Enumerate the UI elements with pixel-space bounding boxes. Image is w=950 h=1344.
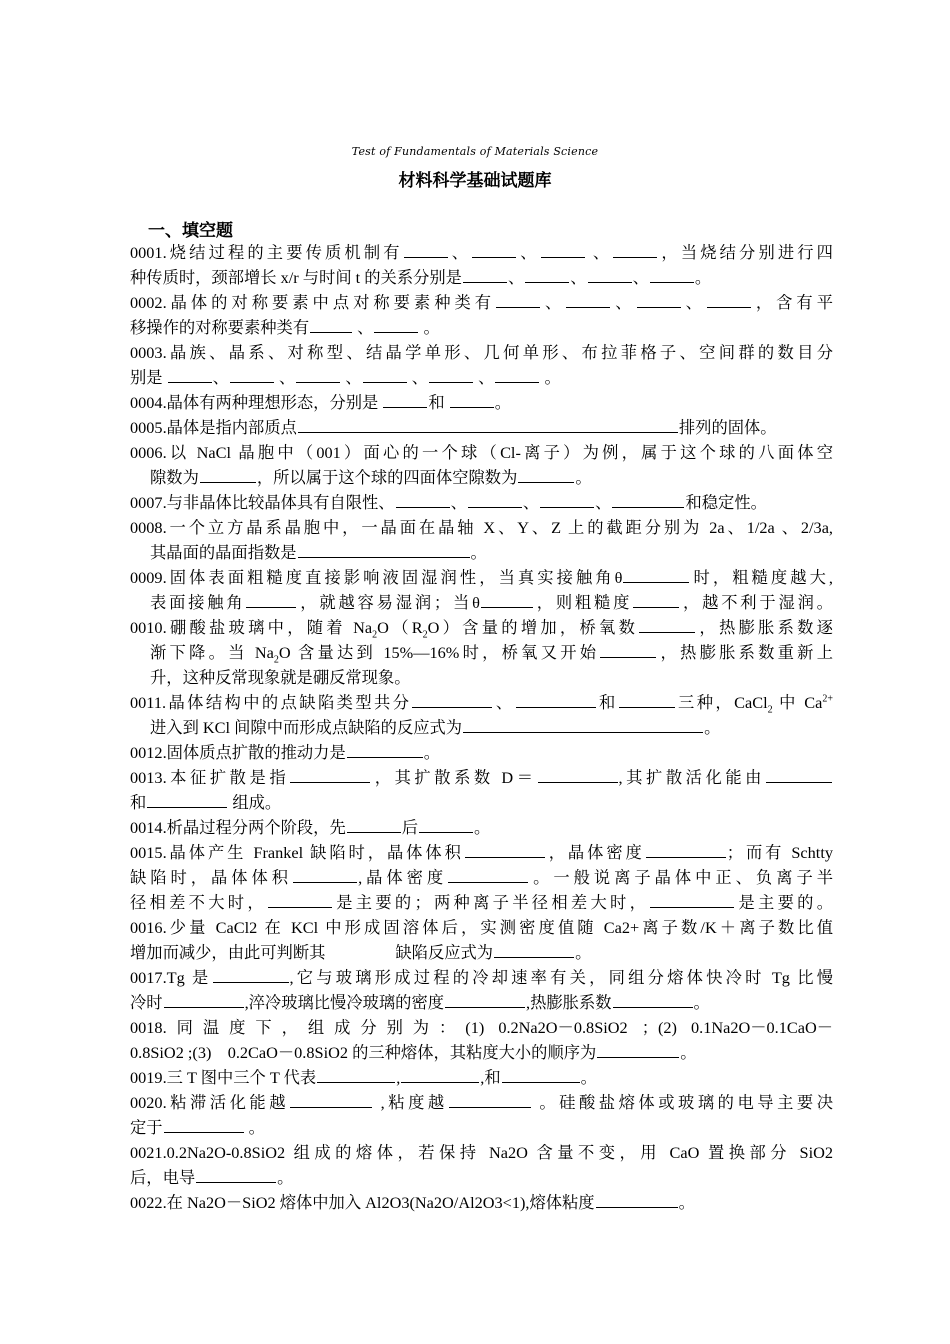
blank[interactable]: [383, 393, 427, 408]
question-0021-line-1: 0021.0.2Na2O-0.8SiO2 组成的熔体，若保持 Na2O 含量不变，用 CaO 置换部分 SiO2: [130, 1143, 833, 1162]
question-0017-line-1: 0017.Tg 是 ,它与玻璃形成过程的冷却速率有关，同组分熔体快冷时 Tg 比慢: [130, 968, 833, 987]
blank[interactable]: [596, 1193, 678, 1208]
question-0007: 0007.与非晶体比较晶体具有自限性、 、 、 、 和稳定性。: [130, 493, 767, 512]
question-0010-line-2: 渐下降。当 $Na_2O$ 含量达到 15%—16%时，桥氧又开始 ，热膨胀系数重新上: [150, 643, 833, 666]
blank[interactable]: [525, 268, 569, 283]
page-title: 材料科学基础试题库: [398, 171, 552, 191]
blank[interactable]: [412, 693, 492, 708]
question-0012: 0012.固体质点扩散的推动力是 。: [130, 743, 441, 762]
question-0011-line-2: 进入到 KCl 间隙中而形成点缺陷的反应式为 。: [150, 718, 721, 737]
blank[interactable]: [147, 793, 227, 808]
question-0016-line-1: 0016.少量 CaCl2 在 KCl 中形成固溶体后，实测密度值随 Ca2+离子数/K＋离子数比值: [130, 918, 833, 937]
blank[interactable]: [374, 318, 418, 333]
blank[interactable]: [200, 468, 256, 483]
question-0010-line-1: 0010.硼酸盐玻璃中，随着 $Na_2O(R_2O)$含量的增加，桥氧数 ，热膨胀系数逐: [130, 618, 833, 641]
question-0016-line-2: 增加而减少，由此可判断其 缺陷反应式为 。: [130, 943, 592, 962]
question-0020-line-2: 定于 。: [130, 1118, 265, 1137]
blank[interactable]: [230, 368, 274, 383]
blank[interactable]: [290, 768, 370, 783]
blank[interactable]: [450, 393, 494, 408]
blank[interactable]: [597, 1043, 679, 1058]
question-0022: 0022.在 Na2O－SiO2 熔体中加入 Al2O3(Na2O/Al2O3<1),熔体粘度 。: [130, 1193, 695, 1212]
blank[interactable]: [419, 818, 473, 833]
question-0006-line-1: 0006.以 NaCl 晶胞中（001）面心的一个球（Cl-离子）为例，属于这个球的八面体空: [130, 443, 833, 462]
question-0003-line-2: 别是 、 、 、 、 、 。: [130, 368, 561, 387]
blank[interactable]: [298, 418, 678, 433]
question-0018-line-1: 0018.同温度下，组成分别为：(1) 0.2Na2O－0.8SiO2 ；(2) 0.1Na2O－0.1CaO－: [130, 1018, 833, 1037]
blank[interactable]: [448, 868, 528, 883]
question-0015-line-3: 径相差不大时， 是主要的；两种离子半径相差大时， 是主要的。: [130, 893, 833, 912]
blank[interactable]: [494, 943, 574, 958]
blank[interactable]: [196, 1168, 276, 1183]
question-0001-line-1: 0001.烧结过程的主要传质机制有 、 、 、 ，当烧结分别进行四: [130, 243, 833, 262]
blank[interactable]: [463, 268, 507, 283]
question-0019: 0019.三 T 图中三个 T 代表 , ,和 。: [130, 1068, 597, 1087]
blank[interactable]: [468, 493, 522, 508]
question-0005: 0005.晶体是指内部质点 排列的固体。: [130, 418, 777, 437]
blank[interactable]: [293, 868, 357, 883]
question-0006-line-2: 隙数为 ，所以属于这个球的四面体空隙数为 。: [150, 468, 592, 487]
blank[interactable]: [541, 243, 585, 258]
blank[interactable]: [268, 893, 332, 908]
blank[interactable]: [317, 1068, 395, 1083]
question-0001-line-2: 种传质时，颈部增长 x/r 与时间 t 的关系分别是 、 、 、 。: [130, 268, 712, 287]
blank[interactable]: [518, 468, 574, 483]
question-0010-line-3: 升，这种反常现象就是硼反常现象。: [150, 668, 411, 687]
question-0015-line-2: 缺陷时，晶体体积 ,晶体密度 。一般说离子晶体中正、负离子半: [130, 868, 833, 887]
question-0020-line-1: 0020.粘滞活化能越 ,粘度越 。硅酸盐熔体或玻璃的电导主要决: [130, 1093, 833, 1112]
question-0013-line-2: 和 组成。: [130, 793, 282, 812]
blank[interactable]: [650, 268, 694, 283]
blank[interactable]: [619, 693, 675, 708]
blank[interactable]: [613, 243, 657, 258]
question-0003-line-1: 0003.晶族、晶系、对称型、结晶学单形、几何单形、布拉菲格子、空间群的数目分: [130, 343, 833, 362]
blank[interactable]: [766, 768, 832, 783]
blank[interactable]: [472, 243, 516, 258]
blank[interactable]: [401, 1068, 479, 1083]
blank[interactable]: [588, 268, 632, 283]
question-0009-line-2: 表面接触角 ，就越容易湿润；当θ ，则粗糙度 ，越不利于湿润。: [150, 593, 833, 612]
header-script-title: Test of Fundamentals of Materials Science: [351, 145, 599, 158]
section-heading: 一、填空题: [148, 221, 233, 241]
blank[interactable]: [347, 743, 423, 758]
blank[interactable]: [164, 993, 244, 1008]
blank[interactable]: [707, 293, 751, 308]
blank[interactable]: [298, 543, 470, 558]
blank[interactable]: [463, 718, 703, 733]
blank[interactable]: [633, 593, 679, 608]
question-0015-line-1: 0015.晶体产生 Frankel 缺陷时，晶体体积 ，晶体密度 ；而有 Schtty: [130, 843, 833, 862]
blank[interactable]: [449, 1093, 531, 1108]
blank[interactable]: [481, 593, 533, 608]
blank[interactable]: [429, 368, 473, 383]
blank[interactable]: [639, 618, 695, 633]
blank[interactable]: [396, 493, 450, 508]
blank[interactable]: [540, 493, 594, 508]
blank[interactable]: [404, 243, 448, 258]
blank[interactable]: [613, 993, 693, 1008]
blank[interactable]: [290, 1093, 372, 1108]
blank[interactable]: [347, 818, 401, 833]
blank[interactable]: [646, 843, 726, 858]
question-0018-line-2: 0.8SiO2 ;(3) 0.2CaO－0.8SiO2 的三种熔体，其粘度大小的顺序为 。: [130, 1043, 697, 1062]
blank[interactable]: [623, 568, 689, 583]
blank[interactable]: [538, 768, 618, 783]
blank[interactable]: [246, 593, 296, 608]
blank[interactable]: [363, 368, 407, 383]
question-0002-line-2: 移操作的对称要素种类有 、 。: [130, 318, 440, 337]
question-0009-line-1: 0009.固体表面粗糙度直接影响液固湿润性，当真实接触角θ 时，粗糙度越大,: [130, 568, 834, 587]
question-0017-line-2: 冷时 ,淬冷玻璃比慢冷玻璃的密度 ,热膨胀系数 。: [130, 993, 710, 1012]
blank[interactable]: [310, 318, 352, 333]
blank[interactable]: [502, 1068, 580, 1083]
blank[interactable]: [213, 968, 289, 983]
question-0013-line-1: 0013.本征扩散是指 ，其扩散系数 D＝ ,其扩散活化能由: [130, 765, 833, 790]
blank[interactable]: [296, 368, 340, 383]
question-0004: 0004.晶体有两种理想形态，分别是 和 。: [130, 393, 512, 412]
blank[interactable]: [637, 293, 681, 308]
question-0011-line-1: 0011.晶体结构中的点缺陷类型共分 、 和 三种，CaCl$_2$ 中 $Ca^{2+}$: [130, 693, 833, 716]
blank[interactable]: [445, 993, 525, 1008]
blank[interactable]: [495, 368, 539, 383]
blank[interactable]: [600, 643, 656, 658]
blank[interactable]: [496, 293, 540, 308]
blank[interactable]: [612, 493, 684, 508]
question-0021-line-2: 后，电导 。: [130, 1168, 294, 1187]
blank[interactable]: [516, 693, 596, 708]
question-0002-line-1: 0002.晶体的对称要素中点对称要素种类有 、 、 、 ，含有平: [130, 293, 833, 312]
question-0008-line-2: 其晶面的晶面指数是 。: [150, 543, 487, 562]
blank[interactable]: [566, 293, 610, 308]
question-0008-line-1: 0008.一个立方晶系晶胞中，一晶面在晶轴 X、Y、Z 上的截距分别为 2a、1/2a 、2/3a,: [130, 518, 833, 537]
blank[interactable]: [465, 843, 545, 858]
blank[interactable]: [650, 893, 734, 908]
question-0014: 0014.析晶过程分两个阶段，先 后 。: [130, 818, 491, 837]
blank[interactable]: [168, 368, 212, 383]
blank[interactable]: [164, 1118, 244, 1133]
